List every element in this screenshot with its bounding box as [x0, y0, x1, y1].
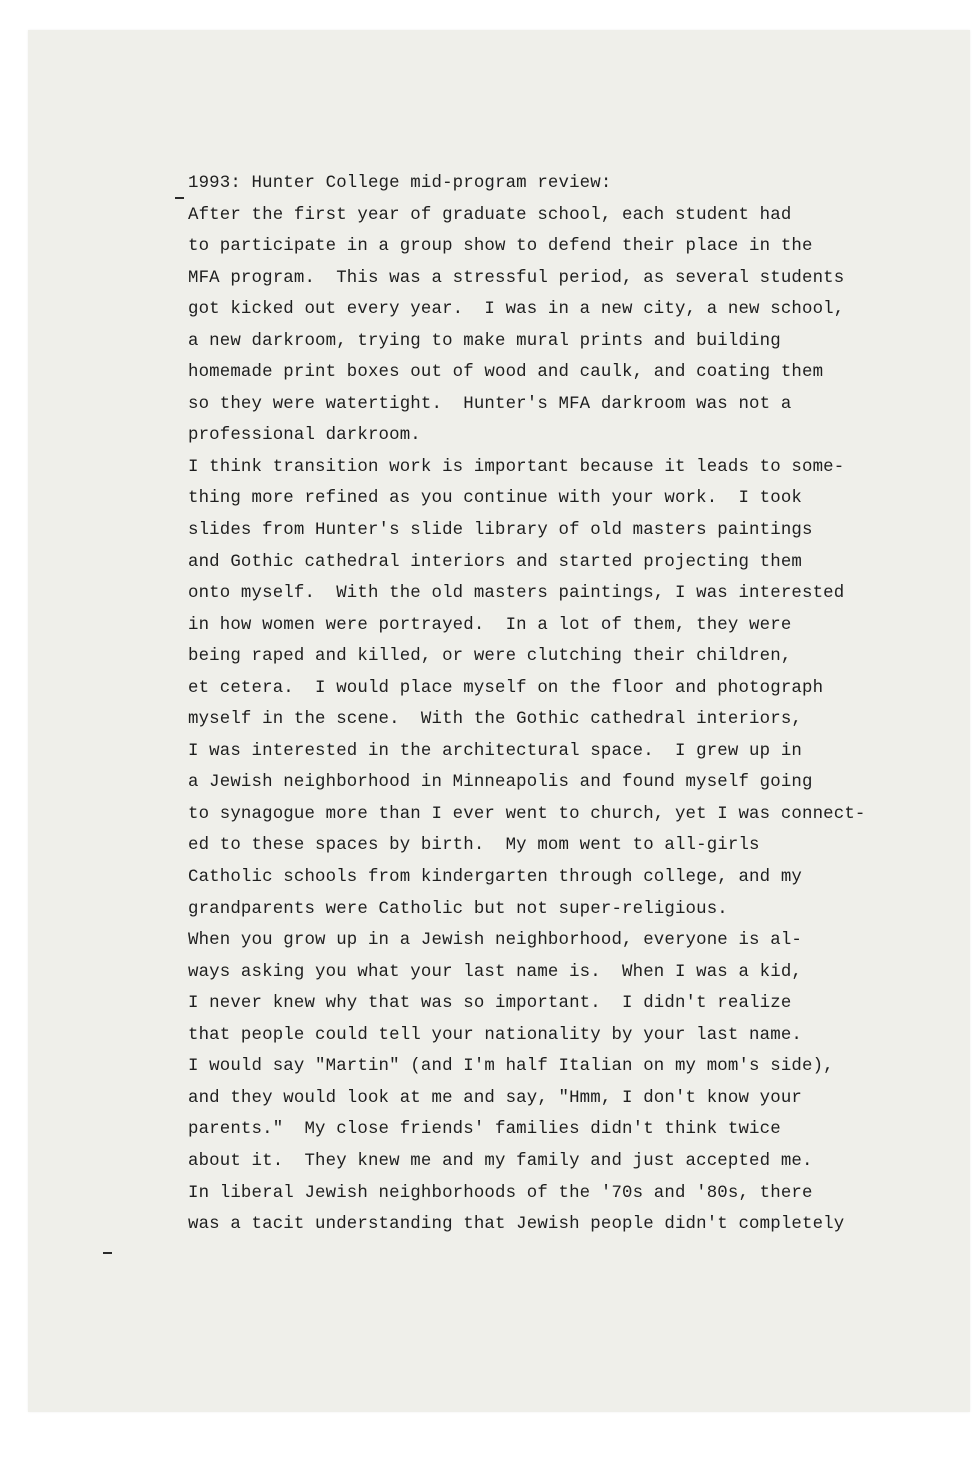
- text-line: and Gothic cathedral interiors and started projecting them: [188, 552, 802, 572]
- text-line: that people could tell your nationality by your last name.: [188, 1025, 802, 1045]
- text-line: a new darkroom, trying to make mural prints and building: [188, 331, 781, 351]
- margin-dash-top: [175, 197, 184, 199]
- text-line: a Jewish neighborhood in Minneapolis and found myself going: [188, 773, 813, 793]
- text-line: so they were watertight. Hunter's MFA darkroom was not a: [188, 394, 792, 414]
- text-line: thing more refined as you continue with your work. I took: [188, 489, 802, 509]
- text-line: homemade print boxes out of wood and caulk, and coating them: [188, 363, 824, 383]
- text-line: Catholic schools from kindergarten through college, and my: [188, 868, 802, 888]
- text-line: ed to these spaces by birth. My mom went to all-girls: [188, 836, 760, 856]
- text-line: grandparents were Catholic but not super-religious.: [188, 899, 728, 919]
- text-line: et cetera. I would place myself on the floor and photograph: [188, 678, 824, 698]
- text-line: got kicked out every year. I was in a new city, a new school,: [188, 300, 845, 320]
- text-line: myself in the scene. With the Gothic cathedral interiors,: [188, 710, 802, 730]
- text-line: I think transition work is important because it leads to some-: [188, 457, 845, 477]
- typed-text-body: [188, 168, 928, 1241]
- text-line: I would say "Martin" (and I'm half Italian on my mom's side),: [188, 1057, 834, 1077]
- text-line: in how women were portrayed. In a lot of them, they were: [188, 615, 792, 635]
- text-line: about it. They knew me and my family and just accepted me.: [188, 1151, 813, 1171]
- text-line: being raped and killed, or were clutching their children,: [188, 647, 792, 667]
- text-line: I never knew why that was so important. I didn't realize: [188, 994, 792, 1014]
- typed-page: [28, 30, 970, 1412]
- text-line: When you grow up in a Jewish neighborhood, everyone is al-: [188, 931, 802, 951]
- text-line: I was interested in the architectural space. I grew up in: [188, 741, 802, 761]
- text-line: professional darkroom.: [188, 426, 421, 446]
- text-line: After the first year of graduate school, each student had: [188, 205, 792, 225]
- text-line: and they would look at me and say, "Hmm, I don't know your: [188, 1088, 802, 1108]
- text-line: onto myself. With the old masters paintings, I was interested: [188, 584, 845, 604]
- text-line: to synagogue more than I ever went to church, yet I was connect-: [188, 804, 866, 824]
- text-line: slides from Hunter's slide library of old masters paintings: [188, 521, 813, 541]
- text-line: MFA program. This was a stressful period, as several students: [188, 268, 845, 288]
- text-line: parents." My close friends' families didn't think twice: [188, 1120, 781, 1140]
- text-line: In liberal Jewish neighborhoods of the '70s and '80s, there: [188, 1183, 813, 1203]
- margin-dash-bottom: [103, 1252, 112, 1254]
- text-line: ways asking you what your last name is. When I was a kid,: [188, 962, 802, 982]
- text-line: 1993: Hunter College mid-program review:: [188, 174, 612, 193]
- text-line: to participate in a group show to defend their place in the: [188, 237, 813, 257]
- text-line: was a tacit understanding that Jewish people didn't completely: [188, 1215, 845, 1235]
